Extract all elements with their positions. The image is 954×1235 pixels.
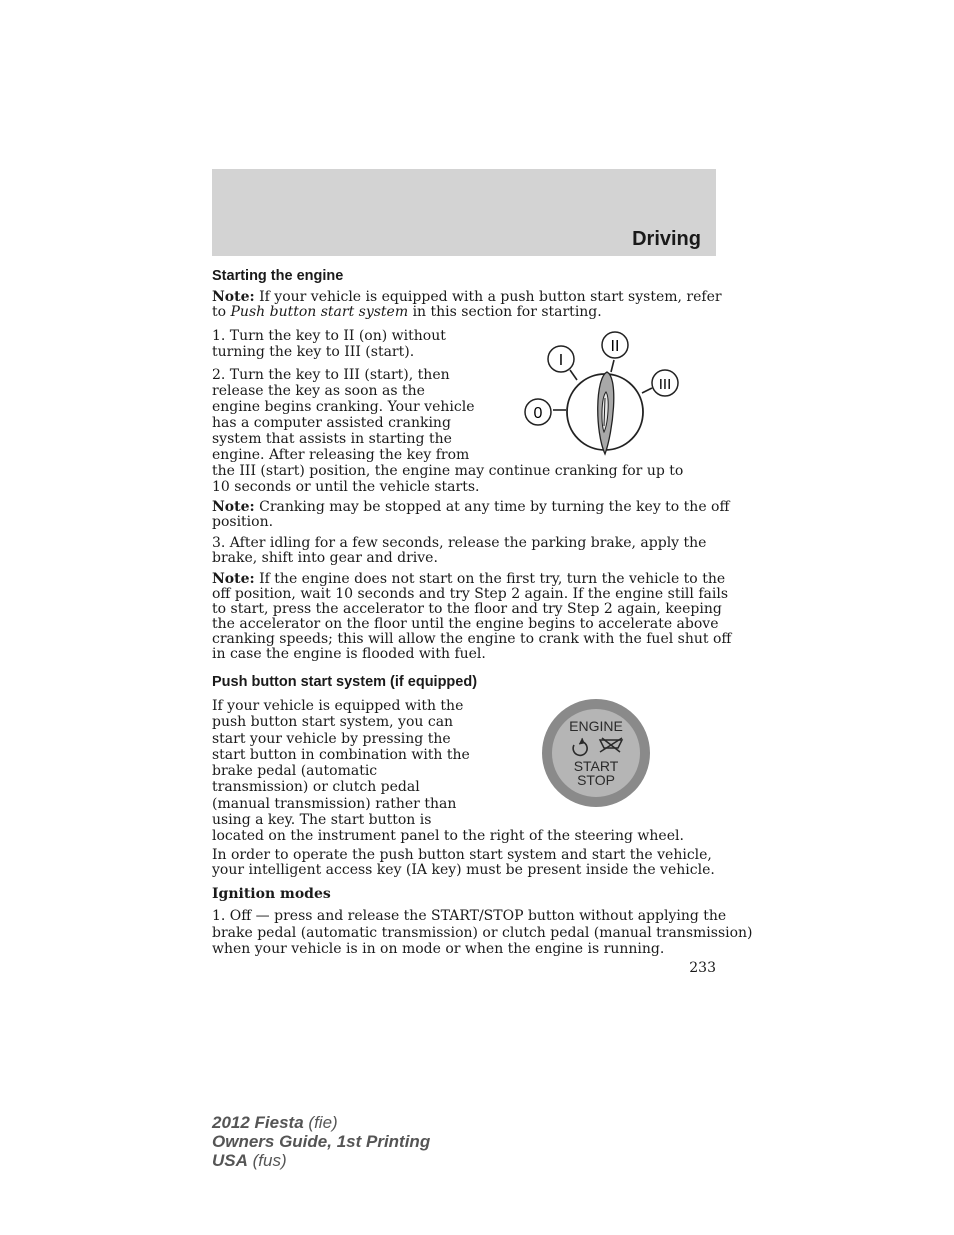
note-engine-does-not-start: [212, 571, 732, 662]
tick-line: [611, 360, 614, 372]
text-line: 1. Off — press and release the START/STOP button without applying the: [212, 908, 727, 924]
position-label-iii: III: [658, 376, 672, 393]
text-line: start button in combination with the: [212, 746, 470, 763]
note-text: the accelerator on the floor until the engine begins to accelerate above: [212, 616, 719, 632]
text-line: 1. Turn the key to II (on) without: [212, 328, 446, 344]
engine-start-stop-button-figure: [540, 697, 652, 809]
text-line: engine begins cranking. Your vehicle: [212, 399, 475, 415]
text-line: push button start system, you can: [212, 714, 454, 731]
text-line: In order to operate the push button start system and start the vehicle,: [212, 847, 712, 863]
text-line: brake pedal (automatic transmission) or clutch pedal (manual transmission): [212, 924, 753, 941]
subheading-ignition-modes: Ignition modes: [212, 886, 331, 902]
ignition-mode-off: [212, 908, 753, 958]
text-line: transmission) or clutch pedal: [212, 779, 420, 796]
position-label-0: 0: [533, 405, 543, 422]
note-label: Note:: [212, 571, 255, 587]
note-label: Note:: [212, 289, 255, 305]
note-label: Note:: [212, 499, 255, 515]
text-line: using a key. The start button is: [212, 812, 432, 829]
note-text: cranking speeds; this will allow the engine to crank with the fuel shut off: [212, 631, 732, 647]
button-label-stop: STOP: [577, 772, 615, 788]
text-line: your intelligent access key (IA key) must be present inside the vehicle.: [212, 862, 715, 878]
note-text: position.: [212, 514, 274, 530]
ia-key-paragraph: [212, 848, 718, 878]
text-line: has a computer assisted cranking: [212, 415, 451, 431]
note-push-button-reference: [212, 289, 722, 320]
section-header-bar: [212, 169, 716, 256]
tick-line: [570, 370, 577, 380]
button-label-start: START: [573, 758, 619, 774]
heading-push-button-start: Push button start system (if equipped): [212, 674, 478, 690]
text-line: release the key as soon as the: [212, 383, 425, 399]
text-line: 10 seconds or until the vehicle starts.: [212, 479, 480, 495]
note-text: Cranking may be stopped at any time by turning the key to the off: [254, 499, 730, 515]
page-number: 233: [689, 960, 716, 976]
text-line: the III (start) position, the engine may continue cranking for up to: [212, 463, 684, 479]
button-label-engine: ENGINE: [569, 718, 623, 734]
footer-code: (fus): [247, 1151, 287, 1170]
position-label-ii: II: [610, 338, 620, 355]
text-line: 2. Turn the key to III (start), then: [212, 367, 450, 383]
text-line: start your vehicle by pressing the: [212, 730, 451, 747]
note-text: to start, press the accelerator to the floor and try Step 2 again, keeping: [212, 601, 722, 617]
footer-model: 2012 Fiesta: [212, 1113, 304, 1132]
text-line: engine. After releasing the key from: [212, 447, 470, 463]
text-line: turning the key to III (start).: [212, 344, 415, 360]
note-text: off position, wait 10 seconds and try Step 2 again. If the engine still fails: [212, 586, 728, 602]
note-italic-ref: Push button start system: [230, 304, 409, 320]
section-title: Driving: [632, 228, 701, 250]
footer-edition: Owners Guide, 1st Printing: [212, 1132, 431, 1151]
note-text: to: [212, 304, 231, 320]
step-3: [212, 536, 718, 566]
text-line: If your vehicle is equipped with the: [212, 698, 464, 714]
footer-code: (fie): [303, 1113, 338, 1132]
text-line: (manual transmission) rather than: [212, 795, 457, 812]
tick-line: [642, 388, 652, 393]
note-text: in this section for starting.: [408, 304, 602, 320]
footer-market: USA: [212, 1151, 248, 1170]
note-text: If your vehicle is equipped with a push button start system, refer: [254, 289, 722, 305]
text-line: brake, shift into gear and drive.: [212, 550, 438, 566]
position-label-i: I: [558, 352, 564, 369]
text-line: system that assists in starting the: [212, 431, 452, 447]
text-line: located on the instrument panel to the right of the steering wheel.: [212, 828, 684, 845]
text-line: 3. After idling for a few seconds, release the parking brake, apply the: [212, 535, 707, 551]
ignition-key-figure: [515, 328, 690, 456]
note-cranking: [212, 499, 730, 530]
text-line: when your vehicle is in on mode or when the engine is running.: [212, 941, 665, 957]
heading-starting-the-engine: Starting the engine: [212, 268, 344, 284]
text-line: brake pedal (automatic: [212, 763, 378, 780]
note-text: in case the engine is flooded with fuel.: [212, 646, 486, 662]
document-footer: [212, 1113, 430, 1170]
note-text: If the engine does not start on the first try, turn the vehicle to the: [254, 571, 726, 587]
